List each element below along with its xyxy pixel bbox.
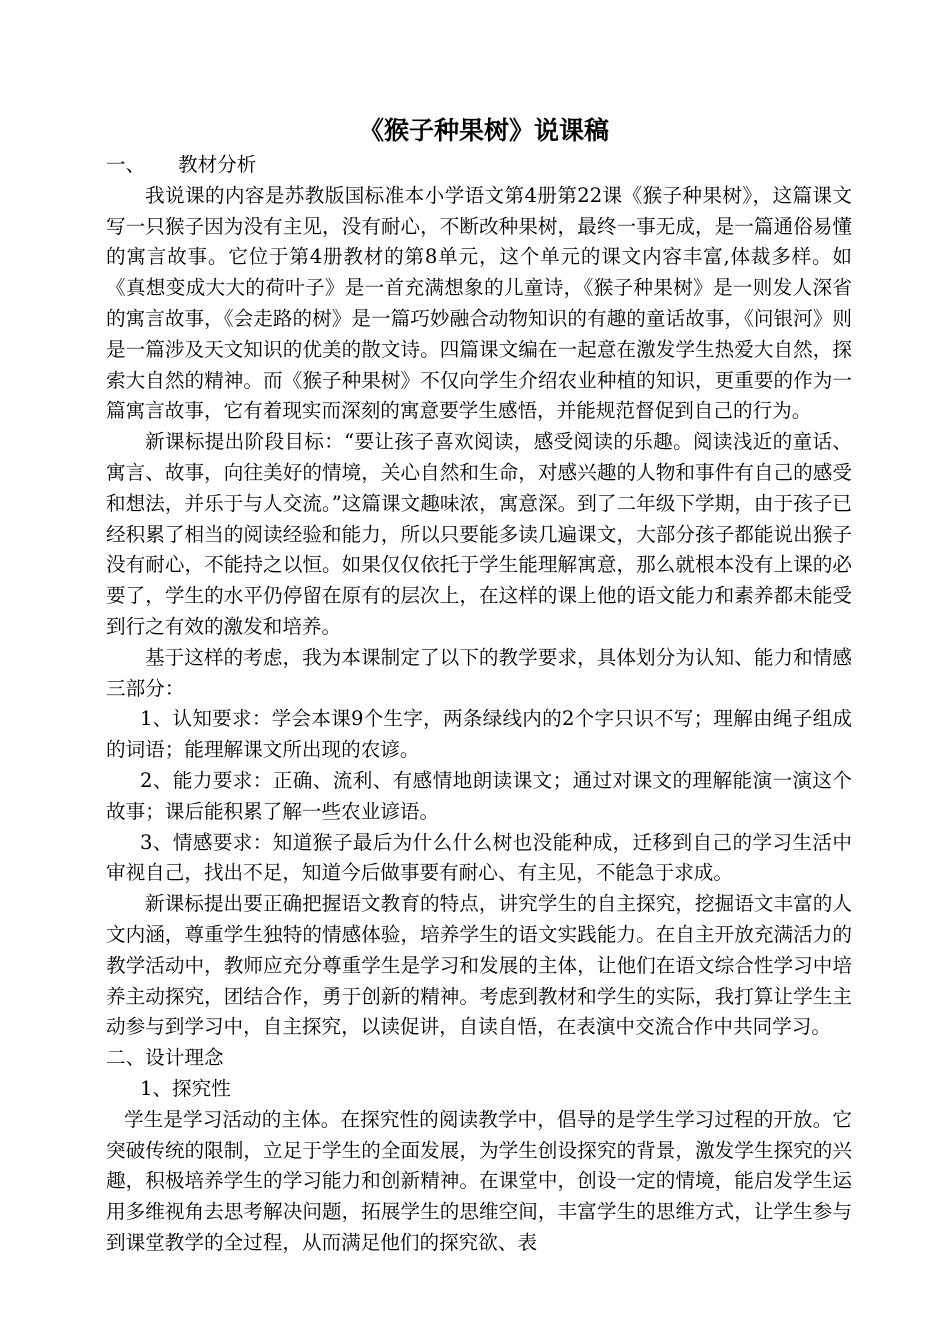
paragraph-textbook-analysis: 我说课的内容是苏教版国标准本小学语文第4册第22课《猴子种果树》，这篇课文写一只猴子因为没有主见，没有耐心，不断改种果树，最终一事无成，是一篇通俗易懂的寓言故事。它位于第4册教材的第8单元，这个单元的课文内容丰富,体裁多样。如《真想变成大大的荷叶子》是一首充满想象的儿童诗，《猴子种果树》是一则发人深省的寓言故事，《会走路的树》是一篇巧妙融合动物知识的有趣的童话故事，《问银河》则是一篇涉及天文知识的优美的散文诗。四篇课文编在一起意在激发学生热爱大自然，探索大自然的精神。而《猴子种果树》不仅向学生介绍农业种植的知识，更重要的作为一篇寓言故事，它有着现实而深刻的寓意要学生感悟，并能规范督促到自己的行为。 xyxy=(106,183,852,423)
document-title: 《猴子种果树》说课稿 xyxy=(358,116,609,145)
requirement-emotion: 3、情感要求：知道猴子最后为什么什么树也没能种成，迁移到自己的学习生活中审视自己，找出不足，知道今后做事要有耐心、有主见，不能急于求成。 xyxy=(106,830,852,885)
section-number: 一、 xyxy=(106,153,146,176)
section-heading-1 xyxy=(106,150,852,181)
subsection-heading: 1、探究性 xyxy=(140,1076,231,1100)
document-body xyxy=(106,112,852,1259)
paragraph-inquiry: 学生是学习活动的主体。在探究性的阅读教学中，倡导的是学生学习过程的开放。它突破传统的限制，立足于学生的全面发展，为学生创设探究的背景，激发学生探究的兴趣，积极培养学生的学习能力和创新精神。在课堂中，创设一定的情境，能启发学生运用多维视角去思考解决问题，拓展学生的思维空间，丰富学生的思维方式，让学生参与到课堂教学的全过程，从而满足他们的探究欲、表 xyxy=(106,1107,852,1254)
section-heading-2: 二、设计理念 xyxy=(106,1046,224,1070)
paragraph-curriculum-goals: 新课标提出阶段目标：“要让孩子喜欢阅读，感受阅读的乐趣。阅读浅近的童话、寓言、故事，向往美好的情境，关心自然和生命，对感兴趣的人物和事件有自己的感受和想法，并乐于与人交流。”这篇课文趣味浓，寓意深。到了二年级下学期，由于孩子已经积累了相当的阅读经验和能力，所以只要能多读几遍课文，大部分孩子都能说出猴子没有耐心，不能持之以恒。如果仅仅依托于学生能理解寓意，那么就根本没有上课的必要了，学生的水平仍停留在原有的层次上，在这样的课上他的语文能力和素养都未能受到行之有效的激发和培养。 xyxy=(106,430,852,638)
requirement-cognitive: 1、认知要求：学会本课9个生字，两条绿线内的2个字只识不写；理解由绳子组成的词语；能理解课文所出现的农谚。 xyxy=(106,707,852,762)
paragraph-teaching-requirements: 基于这样的考虑，我为本课制定了以下的教学要求，具体划分为认知、能力和情感三部分： xyxy=(106,645,852,700)
section-title: 教材分析 xyxy=(178,153,257,176)
requirement-ability: 2、能力要求：正确、流利、有感情地朗读课文；通过对课文的理解能演一演这个故事；课后能积累了解一些农业谚语。 xyxy=(106,768,852,823)
paragraph-teaching-approach: 新课标提出要正确把握语文教育的特点，讲究学生的自主探究，挖掘语文丰富的人文内涵，尊重学生独特的情感体验，培养学生的语文实践能力。在自主开放充满活力的教学活动中，教师应充分尊重学生是学习和发展的主体，让他们在语文综合性学习中培养主动探究，团结合作，勇于创新的精神。考虑到教材和学生的实际，我打算让学生主动参与到学习中，自主探究，以读促讲，自读自悟，在表演中交流合作中共同学习。 xyxy=(106,892,852,1039)
